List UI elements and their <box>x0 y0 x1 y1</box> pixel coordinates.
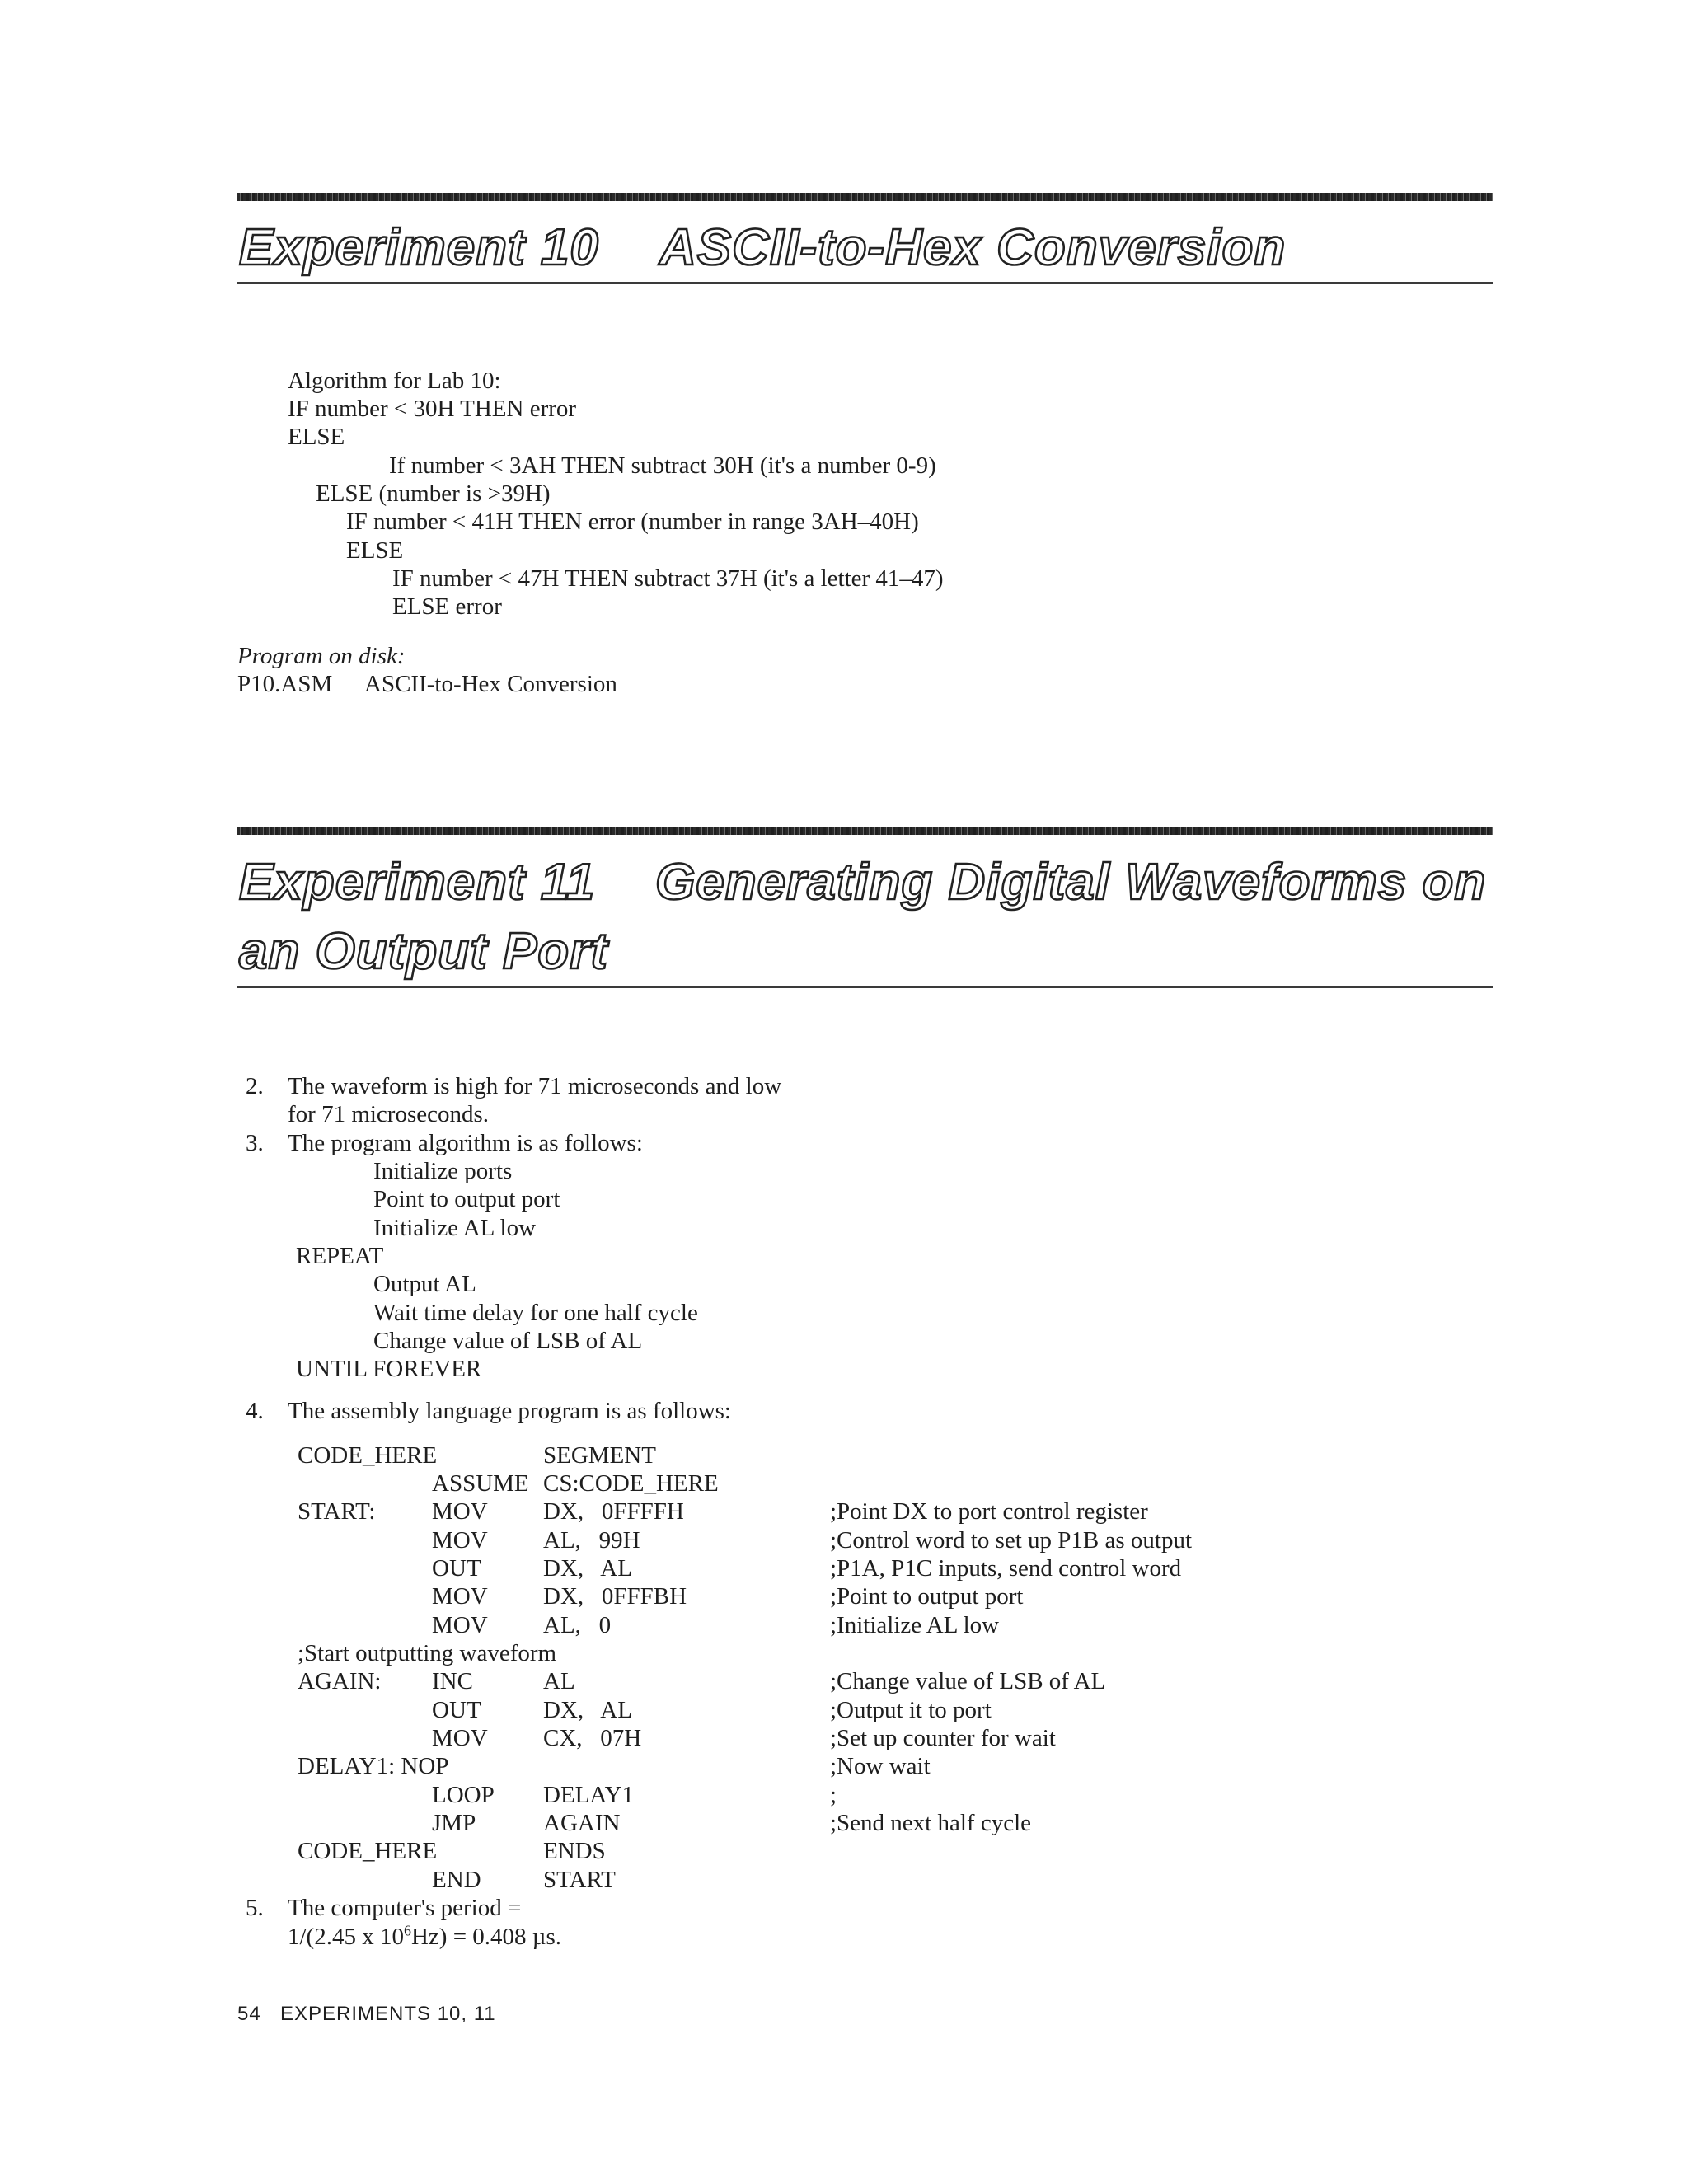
code-comment: ; <box>830 1782 837 1808</box>
formula-post: Hz) = 0.408 µs. <box>410 1924 562 1950</box>
code-label: AGAIN: <box>298 1668 382 1694</box>
code-args: AL, 0 <box>543 1612 612 1638</box>
code-comment: ;Change value of LSB of AL <box>830 1668 1106 1694</box>
code-op: END <box>432 1867 481 1893</box>
item5-formula <box>288 1922 562 1950</box>
code-op: MOV <box>432 1527 488 1554</box>
code-comment: ;P1A, P1C inputs, send control word <box>830 1555 1182 1582</box>
exp11-name-title-line2: an Output Port <box>239 923 608 980</box>
algorithm-line: ELSE error <box>392 593 502 620</box>
exp10-name-title: ASCII-to-Hex Conversion <box>659 219 1287 276</box>
item2-text: for 71 microseconds. <box>288 1101 490 1127</box>
exp10-top-rule <box>237 193 1493 201</box>
code-op: MOV <box>432 1498 488 1525</box>
code-args: SEGMENT <box>543 1442 656 1469</box>
page-number: 54 <box>237 2003 261 2025</box>
code-comment: ;Point DX to port control register <box>830 1498 1148 1525</box>
formula-pre: 1/(2.45 x 10 <box>288 1924 404 1950</box>
algorithm-line: ELSE (number is >39H) <box>316 480 551 507</box>
code-args: CS:CODE_HERE <box>543 1470 719 1497</box>
code-label: START: <box>298 1498 376 1525</box>
code-op: INC <box>432 1668 473 1694</box>
code-label: DELAY1: NOP <box>298 1753 449 1779</box>
code-comment: ;Set up counter for wait <box>830 1725 1056 1751</box>
code-op: MOV <box>432 1725 488 1751</box>
code-args: DX, 0FFFBH <box>543 1583 687 1610</box>
item5-line1: The computer's period = <box>288 1895 522 1921</box>
code-op: MOV <box>432 1583 488 1610</box>
code-op: JMP <box>432 1810 476 1836</box>
program-description: ASCII-to-Hex Conversion <box>364 671 617 697</box>
program-filename: P10.ASM <box>237 671 333 697</box>
algorithm-step: Output AL <box>373 1271 476 1297</box>
algorithm-line: ELSE <box>346 537 404 564</box>
item2-text: The waveform is high for 71 microseconds and low <box>288 1073 782 1099</box>
formula-exponent: 6 <box>403 1922 411 1939</box>
algorithm-step: Point to output port <box>373 1186 560 1212</box>
item-number: 5. <box>246 1895 264 1921</box>
item4-lead: The assembly language program is as follows: <box>288 1398 731 1424</box>
algorithm-line: IF number < 47H THEN subtract 37H (it's a letter 41–47) <box>392 565 944 592</box>
code-comment: ;Point to output port <box>830 1583 1024 1610</box>
code-label: CODE_HERE <box>298 1838 438 1864</box>
item-number: 3. <box>246 1130 264 1156</box>
algorithm-line: ELSE <box>288 424 345 450</box>
code-label: CODE_HERE <box>298 1442 438 1469</box>
exp11-name-title-line1: Generating Digital Waveforms on <box>655 854 1487 911</box>
algorithm-step: UNTIL FOREVER <box>296 1356 482 1382</box>
code-comment: ;Send next half cycle <box>830 1810 1031 1836</box>
code-args: DX, 0FFFFH <box>543 1498 684 1525</box>
running-footer: EXPERIMENTS 10, 11 <box>280 2003 496 2025</box>
algorithm-step: Change value of LSB of AL <box>373 1328 643 1354</box>
exp10-number-title: Experiment 10 <box>239 219 599 276</box>
algorithm-line: IF number < 30H THEN error <box>288 396 577 422</box>
code-comment: ;Control word to set up P1B as output <box>830 1527 1193 1554</box>
code-args: AL, 99H <box>543 1527 640 1554</box>
algorithm-step: Initialize AL low <box>373 1215 537 1241</box>
code-comment: ;Initialize AL low <box>830 1612 1000 1638</box>
item3-lead: The program algorithm is as follows: <box>288 1130 643 1156</box>
code-args: AGAIN <box>543 1810 621 1836</box>
algorithm-line: If number < 3AH THEN subtract 30H (it's a number 0-9) <box>389 452 936 479</box>
code-comment-line: ;Start outputting waveform <box>298 1640 557 1666</box>
code-op: LOOP <box>432 1782 495 1808</box>
code-comment: ;Output it to port <box>830 1697 992 1723</box>
code-args: CX, 07H <box>543 1725 642 1751</box>
algorithm-step: REPEAT <box>296 1243 384 1269</box>
algorithm-step: Wait time delay for one half cycle <box>373 1300 698 1326</box>
code-args: AL <box>543 1668 575 1694</box>
code-op: OUT <box>432 1697 481 1723</box>
exp11-bottom-rule <box>237 986 1493 988</box>
algorithm-line: Algorithm for Lab 10: <box>288 368 501 394</box>
item-number: 2. <box>246 1073 264 1099</box>
program-on-disk-label: Program on disk: <box>237 643 406 669</box>
code-op: OUT <box>432 1555 481 1582</box>
exp11-number-title: Experiment 11 <box>239 854 596 911</box>
code-op: ASSUME <box>432 1470 529 1497</box>
code-op: MOV <box>432 1612 488 1638</box>
algorithm-step: Initialize ports <box>373 1158 513 1184</box>
algorithm-line: IF number < 41H THEN error (number in range 3AH–40H) <box>346 509 919 535</box>
code-args: DELAY1 <box>543 1782 635 1808</box>
code-args: DX, AL <box>543 1555 632 1582</box>
exp11-top-rule <box>237 827 1493 835</box>
code-args: ENDS <box>543 1838 606 1864</box>
code-args: DX, AL <box>543 1697 632 1723</box>
code-comment: ;Now wait <box>830 1753 931 1779</box>
exp10-bottom-rule <box>237 282 1493 284</box>
item-number: 4. <box>246 1398 264 1424</box>
code-args: START <box>543 1867 616 1893</box>
